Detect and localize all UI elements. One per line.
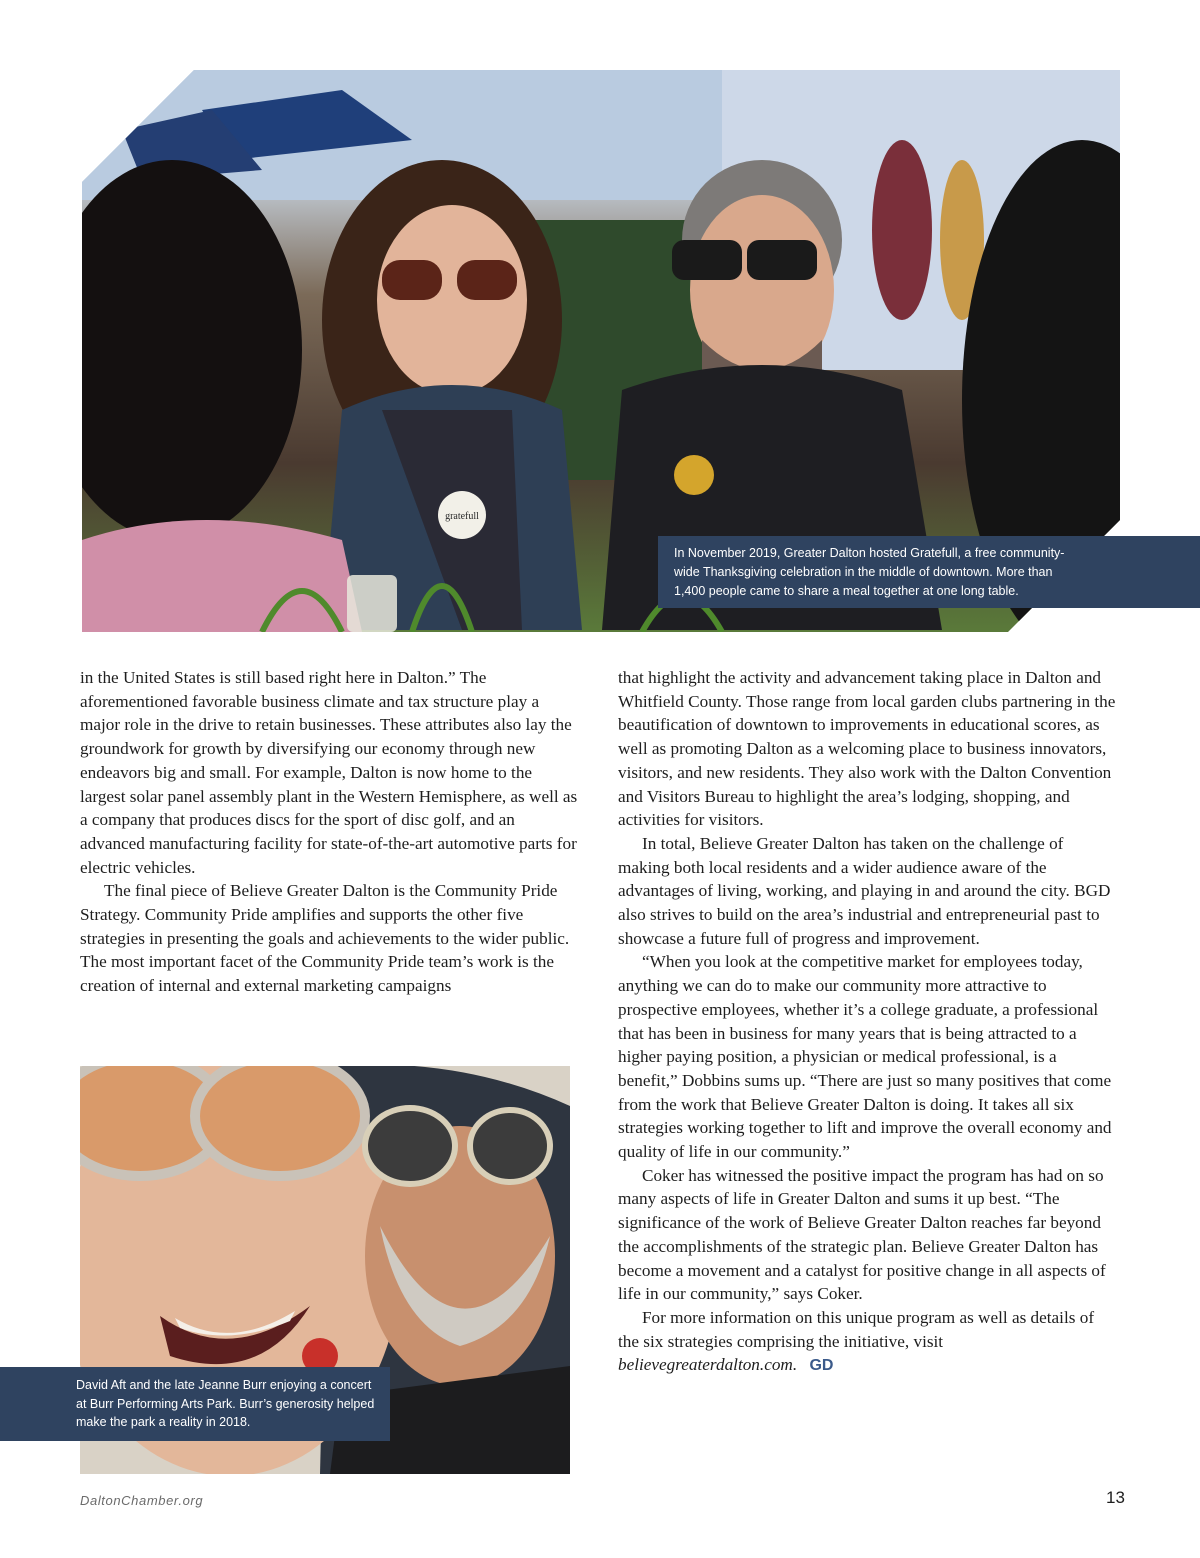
gratefull-badge-man [674,455,714,495]
right-column [618,666,1118,1378]
right-paragraph: In total, Believe Greater Dalton has taken on the challenge of making both local residents and a wider audience aware of the advantages of living, working, and playing in and around the city. BGD also strives to build on the area’s industrial and entrepreneurial past to showcase a future full of progress and improvement. [618,833,1111,948]
top-photo-caption-text: In November 2019, Greater Dalton hosted Gratefull, a free community-wide Thanksgiving celebration in the middle of downtown. More than 1,400 people came to share a meal together at one long table. [674,546,1065,598]
bottom-photo-caption [0,1367,390,1441]
final-paragraph-text: For more information on this unique program as well as details of the six strategies comprising the initiative, visit [618,1307,1095,1351]
right-paragraph: that highlight the activity and advancement taking place in Dalton and Whitfield County. Those range from local garden clubs partnering in the beautification of downtown to improvements in educational scores, as well as promoting Dalton as a welcoming place to business innovators, visitors, and new residents. They also work with the Dalton Convention and Visitors Bureau to highlight the area’s lodging, shopping, and activities for visitors. [618,668,1116,830]
left-paragraph: in the United States is still based right here in Dalton.” The aforementioned favorable business climate and tax structure play a major role in the drive to retain businesses. These attributes also lay the groundwork for growth by diversifying our economy through new endeavors big and small. For example, Dalton is now home to the largest solar panel assembly plant in the Western Hemisphere, as well as a company that produces discs for the sport of disc golf, and an advanced manufacturing facility for state-of-the-art automotive parts for electric vehicles. [80,668,578,877]
page-number: 13 [1106,1488,1125,1507]
top-photo-caption [658,536,1200,608]
website-link[interactable]: believegreaterdalton.com. [618,1355,798,1375]
left-column [80,666,580,998]
bottom-photo-caption-text: David Aft and the late Jeanne Burr enjoying a concert at Burr Performing Arts Park. Burr’s generosity helped make the park a reality in 2018. [76,1378,375,1429]
badge-text-woman: gratefull [445,511,479,522]
footer-site[interactable]: DaltonChamber.org [80,1493,204,1508]
right-paragraph: Coker has witnessed the positive impact the program has had on so many aspects of life in Greater Dalton and sums it up best. “The significance of the work of Believe Greater Dalton reaches far beyond the accomplishments of the strategic plan. Believe Greater Dalton has become a movement and a catalyst for positive change in all aspects of life in our community,” says Coker. [618,1165,1106,1304]
gd-signoff: GD [809,1357,834,1375]
left-paragraph: The final piece of Believe Greater Dalton is the Community Pride Strategy. Community Pride amplifies and supports the other five strategies in presenting the goals and achievements to the wider public. The most important facet of the Community Pride team’s work is the creation of internal and external marketing campaigns [80,881,570,996]
right-paragraph-final [618,1306,1118,1378]
right-paragraph: “When you look at the competitive market for employees today, anything we can do to make our community more attractive to prospective employees, whether it’s a college graduate, a professional that has been in business for many years that is being attracted to a higher paying position, a physician or medical professional, is a benefit,” Dobbins sums up. “There are just so many positives that come from the work that Believe Greater Dalton is doing. It takes all six strategies working together to lift and improve the overall economy and quality of life in our community.” [618,952,1112,1162]
